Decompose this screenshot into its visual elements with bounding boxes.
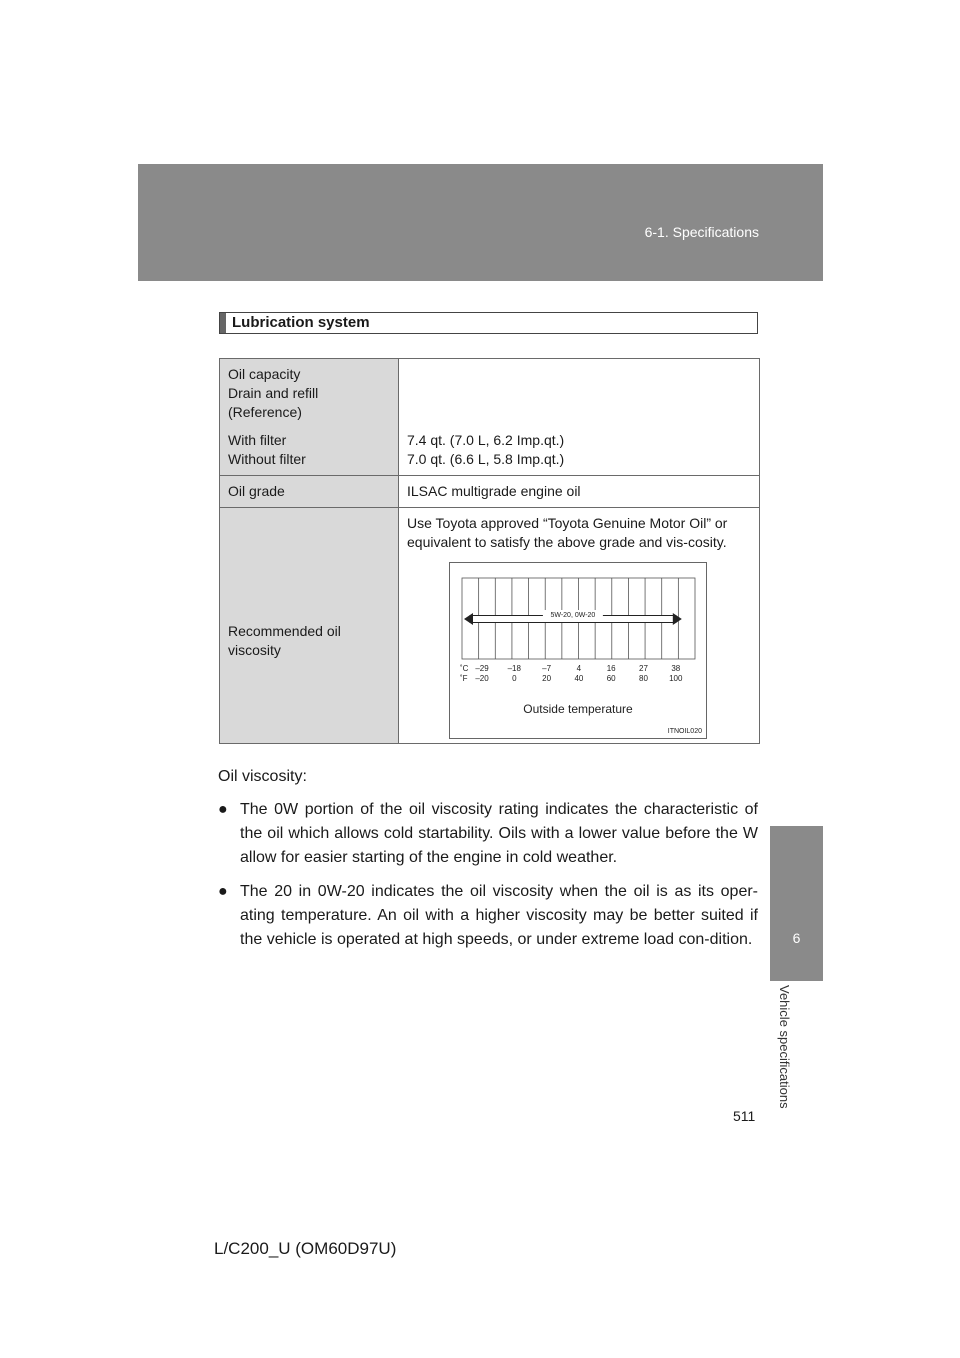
side-tab-number: 6 xyxy=(792,930,801,946)
oil-viscosity-intro: Oil viscosity: xyxy=(218,768,307,785)
fahrenheit-tick-label: 20 xyxy=(542,674,552,683)
fahrenheit-tick-label: 60 xyxy=(606,674,616,683)
range-arrow-left xyxy=(464,613,473,625)
fahrenheit-tick-label: 80 xyxy=(639,674,648,683)
figure-code: ITNOIL020 xyxy=(667,728,702,735)
fahrenheit-tick-label: 0 xyxy=(512,674,517,683)
table-label-cell: Oil grade xyxy=(220,476,399,508)
celsius-tick-label: 16 xyxy=(606,664,616,673)
table-value-cell: ILSAC multigrade engine oil xyxy=(399,476,760,508)
viscosity-note: Use Toyota approved “Toyota Genuine Motor Oil” or equivalent to satisfy the above grade and vis-cosity. xyxy=(407,515,728,550)
table-row xyxy=(220,359,760,476)
celsius-tick-label: 27 xyxy=(639,664,648,673)
section-title-text: Lubrication system xyxy=(232,314,370,331)
fahrenheit-tick-label: –20 xyxy=(475,674,489,683)
range-arrow-right xyxy=(673,613,682,625)
table-label-cell: Oil capacity Drain and refill (Reference) With filter Without filter xyxy=(220,359,399,476)
celsius-tick-label: 4 xyxy=(576,664,582,673)
fahrenheit-tick-label: 100 xyxy=(669,674,683,683)
header-section-title: 6-1. Specifications xyxy=(644,224,759,240)
fahrenheit-unit: ˚F xyxy=(460,674,468,683)
table-row xyxy=(220,476,760,508)
section-title-bar xyxy=(220,313,226,333)
spec-table xyxy=(219,358,760,744)
viscosity-chart xyxy=(449,562,707,739)
bullet-icon: ● xyxy=(218,801,228,818)
bullet-icon: ● xyxy=(218,883,228,900)
table-row xyxy=(220,508,760,744)
side-tab xyxy=(770,826,823,981)
table-value-cell: 7.4 qt. (7.0 L, 6.2 Imp.qt.) 7.0 qt. (6.6 L, 5.8 Imp.qt.) xyxy=(399,359,760,476)
x-axis-label: Outside temperature xyxy=(523,702,633,716)
header-band xyxy=(138,164,823,281)
list-item: ● The 0W portion of the oil viscosity rating indicates the characteristic of the oil which allows cold startability. Oils with a lower value before the W allow for easier starting of the engine in cold weather. xyxy=(218,798,758,870)
celsius-tick-label: –29 xyxy=(475,664,489,673)
celsius-tick-label: 38 xyxy=(671,664,681,673)
side-tab-label: Vehicle specifications xyxy=(777,985,792,1109)
celsius-tick-label: –7 xyxy=(542,664,552,673)
page-number: 511 xyxy=(733,1108,756,1124)
celsius-unit: ˚C xyxy=(460,664,469,673)
footer-code: L/C200_U (OM60D97U) xyxy=(214,1239,397,1258)
table-label-cell: Recommended oil viscosity xyxy=(220,508,399,744)
fahrenheit-tick-label: 40 xyxy=(574,674,584,683)
celsius-tick-label: –18 xyxy=(507,664,521,673)
section-title xyxy=(219,312,758,334)
list-item: ● The 20 in 0W-20 indicates the oil viscosity when the oil is as its oper-ating temperature. An oil with a higher viscosity may be better suited if the vehicle is operated at high speeds, or under extreme load con-dition. xyxy=(218,880,758,952)
viscosity-chart-svg xyxy=(450,563,706,738)
series-label: 5W-20, 0W-20 xyxy=(550,612,596,619)
table-value-cell xyxy=(399,508,760,744)
